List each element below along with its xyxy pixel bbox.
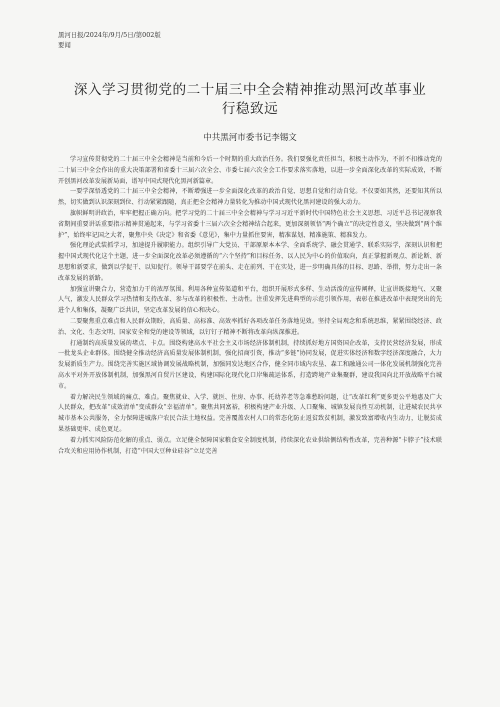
paragraph: 打通制约高质量发展的堵点、卡点。围绕构建高水平社会主义市场经济体制机制，持续抓好地方国资国企改革，支持民营经济发展，形成一批龙头企业群体。围绕健全推动经济高质量发展体制机制，强化招商引资，推动“多链”协同发展，促进实体经济和数字经济深度融合，大力发展新质生产力。围绕完善实施区域协调发展战略机制，加强同发达地区合作，健全同市域内农垦、森工和融通公司一体化发展机制强化完善高水平对外开放体制机制，加强黑河自贸片区建设，构建国际化现代化口岸集疏运体系，打造跨境产业集聚群，建设我国向北开放战略平台城市。 (58, 339, 442, 390)
paragraph: 旗帜鲜明讲政治，牢牢把握正确方向。把学习党的二十届三中全会精神与学习习近平新时代中国特色社会主义思想、习近平总书记视察我省期间重要讲话重要指示精神贯通起来，与学习省委十三届六次全会精神结合起来，更加深刻领悟“两个确立”的决定性意义，坚决做到“两个维护”，始终牢记国之大者，聚焦中央《决定》和省委《意见》，集中力量抓住要害，精准谋划、精准施策、精准发力。 (58, 209, 442, 239)
paragraph: 二要聚焦重点难点和人民群众期盼，高质量、高标准、高效率抓好各项改革任务落地见效。坚持全局观念和系统思维，紧紧围绕经济、政治、文化、生态文明、国家安全和党的建设等领域，以钉钉子精神不断将改革向纵深推进。 (58, 317, 442, 336)
article-body (58, 155, 442, 457)
paragraph: 一要学深悟透党的二十届三中全会精神，不断增强进一步全面深化改革的政治自觉、思想自觉和行动自觉。不仅要如其然，还要知其所以然，切实做到认识深刻到位、行动紧紧跟随，真正把全会精神力量转化为推动中国式现代化黑河建设的强大动力。 (58, 188, 442, 207)
source-line: 黑河日报/2024年/9月/5日/第002版 (58, 31, 161, 39)
section-label: 要闻 (58, 41, 71, 49)
paragraph: 加强宣讲聚合力，营造加力干的浓厚氛围。利用各种宣传渠道和平台，组织开展形式多样、生动活泼的宣传阐释，让宣讲既接地气、又聚人气，激发人民群众学习热情和支持改革、参与改革的积极性、主动性。注重发挥先进典型的示范引领作用，表彰在推进改革中表现突出的先进个人和集体，凝聚广泛共识，坚定改革发展的信心和决心。 (58, 285, 442, 315)
paragraph: 学习宣传贯彻党的二十届三中全会精神是当前和今后一个时期的重大政治任务。我们要强化责任担当，积极主动作为，不折不扣推动党的二十届三中全会作出的重大决策部署和省委十三届六次全会、市委七届六次全会工作要求落实落地，以进一步全面深化改革的实际成效，不断开创黑河改革发展新局面，谱写中国式现代化黑河新篇章。 (58, 156, 442, 185)
article-title-line-1: 深入学习贯彻党的二十届三中全会精神推动黑河改革事业 (73, 82, 427, 98)
paragraph: 强化理论武装抓学习，加速提升履职能力。组织引导广大党员、干部原原本本学、全面系统学、融会贯通学、联系实际学，深刻认识和把握中国式现代化这个主题，进一步全面深化改革必须遵循的“六个坚持”和目标任务、以人民为中心的价值取向，真正掌握新观点、新论断、新思想和新要求，做到以学促干、以知促行。领导干部要学在前头、走在前列、干在实处，进一步明确具体的目标、思路、举措，努力走出一条改革发展的新路。 (58, 242, 442, 282)
article-author: 中共黑河市委书记李锡文 (203, 133, 297, 143)
article-title (58, 81, 442, 119)
article-title-line-2: 行稳致远 (221, 101, 279, 117)
paragraph: 着力解决民生领域的痛点、难点。聚焦就业、入学、就医、住房、办事、托幼养老等急难愁盼问题，让“改革红利”更多更公平地惠及广大人民群众，把改革“成效清单”变成群众“幸福清单”。聚焦共同富裕，积极构建产业升级、人口聚集、城镇发展良性互动机制，让进城农民共享城市基本公共服务，全力保障进城落户农民合法土地权益。完善覆盖农村人口的常态化防止返贫致贫机制，激发致富增收内生动力，让脱贫成果基础更牢、成色更足。 (58, 393, 442, 433)
paragraph: 着力抓实风险防范化解的重点、弱点。立足健全保障国家粮食安全制度机制，持续深化农业供给侧结构性改革，完善种源“卡脖子”技术联合攻关和应用协作机制，打造“中国大豆种业硅谷”立足完善 (58, 436, 442, 455)
